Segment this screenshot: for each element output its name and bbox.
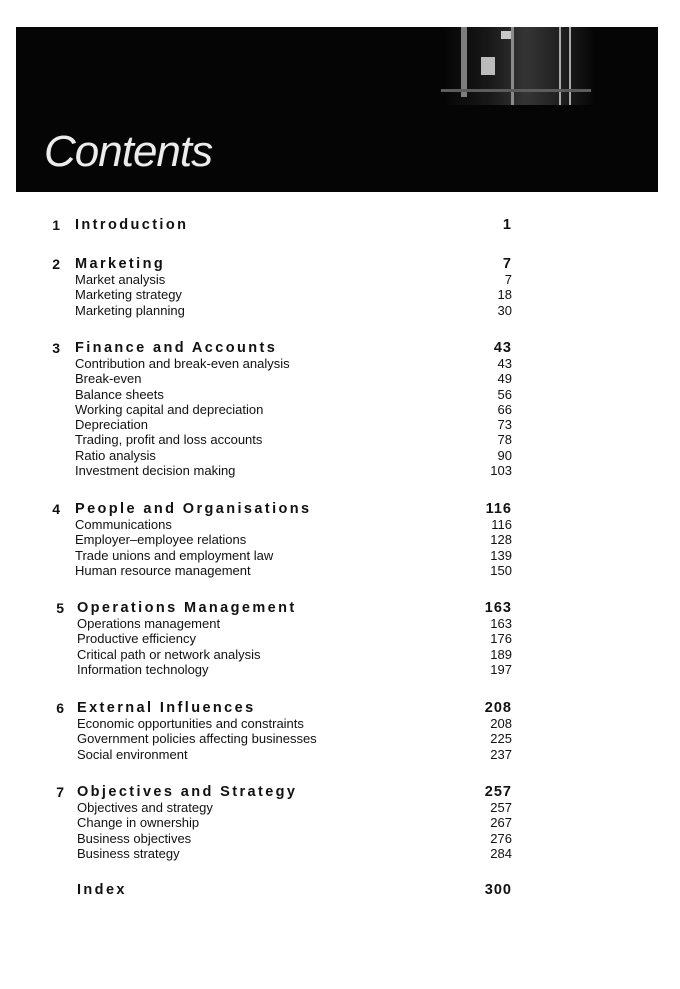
chapter-page: 257: [484, 784, 512, 800]
chapter-page: 1: [502, 217, 512, 233]
section-page: 49: [497, 371, 512, 387]
section-title: Business strategy: [77, 845, 180, 861]
section-page: 116: [491, 517, 512, 532]
toc-section: [0, 662, 680, 677]
chapter-number: 3: [52, 340, 60, 356]
section-title: Change in ownership: [77, 815, 200, 831]
section-page: 225: [490, 731, 512, 747]
chapter-number: 6: [56, 700, 64, 716]
section-title: Operations management: [77, 616, 221, 631]
section-title: Social environment: [77, 746, 188, 762]
page-title: Contents: [44, 127, 213, 176]
toc-section: [0, 800, 680, 815]
chapter-page: 208: [484, 700, 512, 716]
section-title: Ratio analysis: [75, 447, 156, 463]
section-page: 30: [497, 302, 512, 318]
section-title: Business objectives: [77, 830, 192, 846]
toc-section: [0, 815, 680, 830]
toc-section: [0, 402, 680, 417]
toc-chapter: [0, 217, 680, 237]
section-title: Trading, profit and loss accounts: [75, 432, 263, 448]
toc-section: [0, 448, 680, 463]
section-page: 237: [490, 746, 512, 762]
toc-section: [0, 371, 680, 386]
section-page: 257: [490, 800, 512, 815]
chapter-title: Operations Management: [77, 600, 297, 616]
chapter-page: 43: [493, 340, 512, 356]
section-title: Employer–employee relations: [75, 532, 247, 548]
section-page: 7: [504, 272, 512, 287]
toc-section: [0, 647, 680, 662]
section-title: Market analysis: [75, 272, 166, 287]
section-page: 208: [490, 716, 512, 731]
section-title: Productive efficiency: [77, 631, 196, 647]
section-page: 150: [490, 562, 512, 578]
section-page: 197: [490, 661, 512, 677]
section-title: Working capital and depreciation: [75, 401, 264, 417]
section-page: 66: [497, 401, 512, 417]
section-title: Human resource management: [75, 562, 251, 578]
section-title: Marketing planning: [75, 302, 185, 318]
chapter-title: Finance and Accounts: [75, 340, 278, 356]
chapter-page: 7: [502, 256, 512, 272]
section-page: 189: [490, 646, 512, 662]
chapter-page: 300: [484, 882, 512, 898]
section-title: Information technology: [77, 661, 209, 677]
toc-section: [0, 731, 680, 746]
toc-section: [0, 356, 680, 371]
section-title: Investment decision making: [75, 463, 236, 479]
section-page: 18: [497, 287, 512, 303]
toc-section: [0, 432, 680, 447]
section-title: Government policies affecting businesses: [77, 731, 317, 747]
section-page: 284: [490, 845, 512, 861]
section-title: Balance sheets: [75, 386, 164, 402]
chapter-title: People and Organisations: [75, 501, 312, 517]
chapter-number: 5: [56, 600, 64, 616]
section-page: 267: [490, 815, 512, 831]
section-title: Contribution and break-even analysis: [75, 356, 290, 371]
toc-chapter: [0, 700, 680, 762]
toc-section: [0, 532, 680, 547]
toc-chapter: [0, 501, 680, 578]
toc-section: [0, 387, 680, 402]
header-banner: [16, 27, 658, 192]
section-title: Depreciation: [75, 417, 148, 433]
toc-section: [0, 616, 680, 631]
section-title: Critical path or network analysis: [77, 646, 261, 662]
section-page: 56: [497, 386, 512, 402]
chapter-title: Index: [77, 882, 127, 898]
toc-section: [0, 303, 680, 318]
toc-section: [0, 272, 680, 287]
chapter-number: 2: [52, 256, 60, 272]
toc-chapter: [0, 882, 680, 902]
chapter-page: 163: [484, 600, 512, 616]
section-page: 276: [490, 830, 512, 846]
toc-section: [0, 417, 680, 432]
section-page: 176: [490, 631, 512, 647]
toc-section: [0, 287, 680, 302]
toc-section: [0, 463, 680, 478]
section-page: 43: [497, 356, 512, 371]
section-page: 103: [490, 463, 512, 479]
section-page: 78: [497, 432, 512, 448]
chapter-title: Objectives and Strategy: [77, 784, 298, 800]
chapter-title: Introduction: [75, 217, 189, 233]
section-title: Communications: [75, 517, 172, 532]
toc-section: [0, 517, 680, 532]
section-page: 73: [497, 417, 512, 433]
toc-chapter: [0, 600, 680, 677]
chapter-heading: [0, 217, 680, 237]
chapter-number: 4: [52, 501, 60, 517]
toc-section: [0, 831, 680, 846]
toc-section: [0, 548, 680, 563]
section-page: 128: [490, 532, 512, 548]
chapter-number: 1: [52, 217, 60, 233]
toc-chapter: [0, 784, 680, 861]
chapter-number: 7: [56, 784, 64, 800]
section-title: Marketing strategy: [75, 287, 182, 303]
toc-section: [0, 716, 680, 731]
chapter-title: Marketing: [75, 256, 166, 272]
section-title: Economic opportunities and constraints: [77, 716, 304, 731]
section-page: 163: [490, 616, 512, 631]
section-title: Break-even: [75, 371, 142, 387]
chapter-title: External Influences: [77, 700, 256, 716]
toc-section: [0, 747, 680, 762]
chapter-page: 116: [485, 501, 512, 517]
toc-section: [0, 631, 680, 646]
chapter-heading: [0, 882, 680, 902]
toc-section: [0, 846, 680, 861]
banner-photo: [441, 27, 596, 105]
section-title: Trade unions and employment law: [75, 547, 274, 563]
toc-chapter: [0, 256, 680, 318]
toc-section: [0, 563, 680, 578]
toc-chapter: [0, 340, 680, 478]
section-page: 139: [490, 547, 512, 563]
section-title: Objectives and strategy: [77, 800, 213, 815]
section-page: 90: [497, 447, 512, 463]
